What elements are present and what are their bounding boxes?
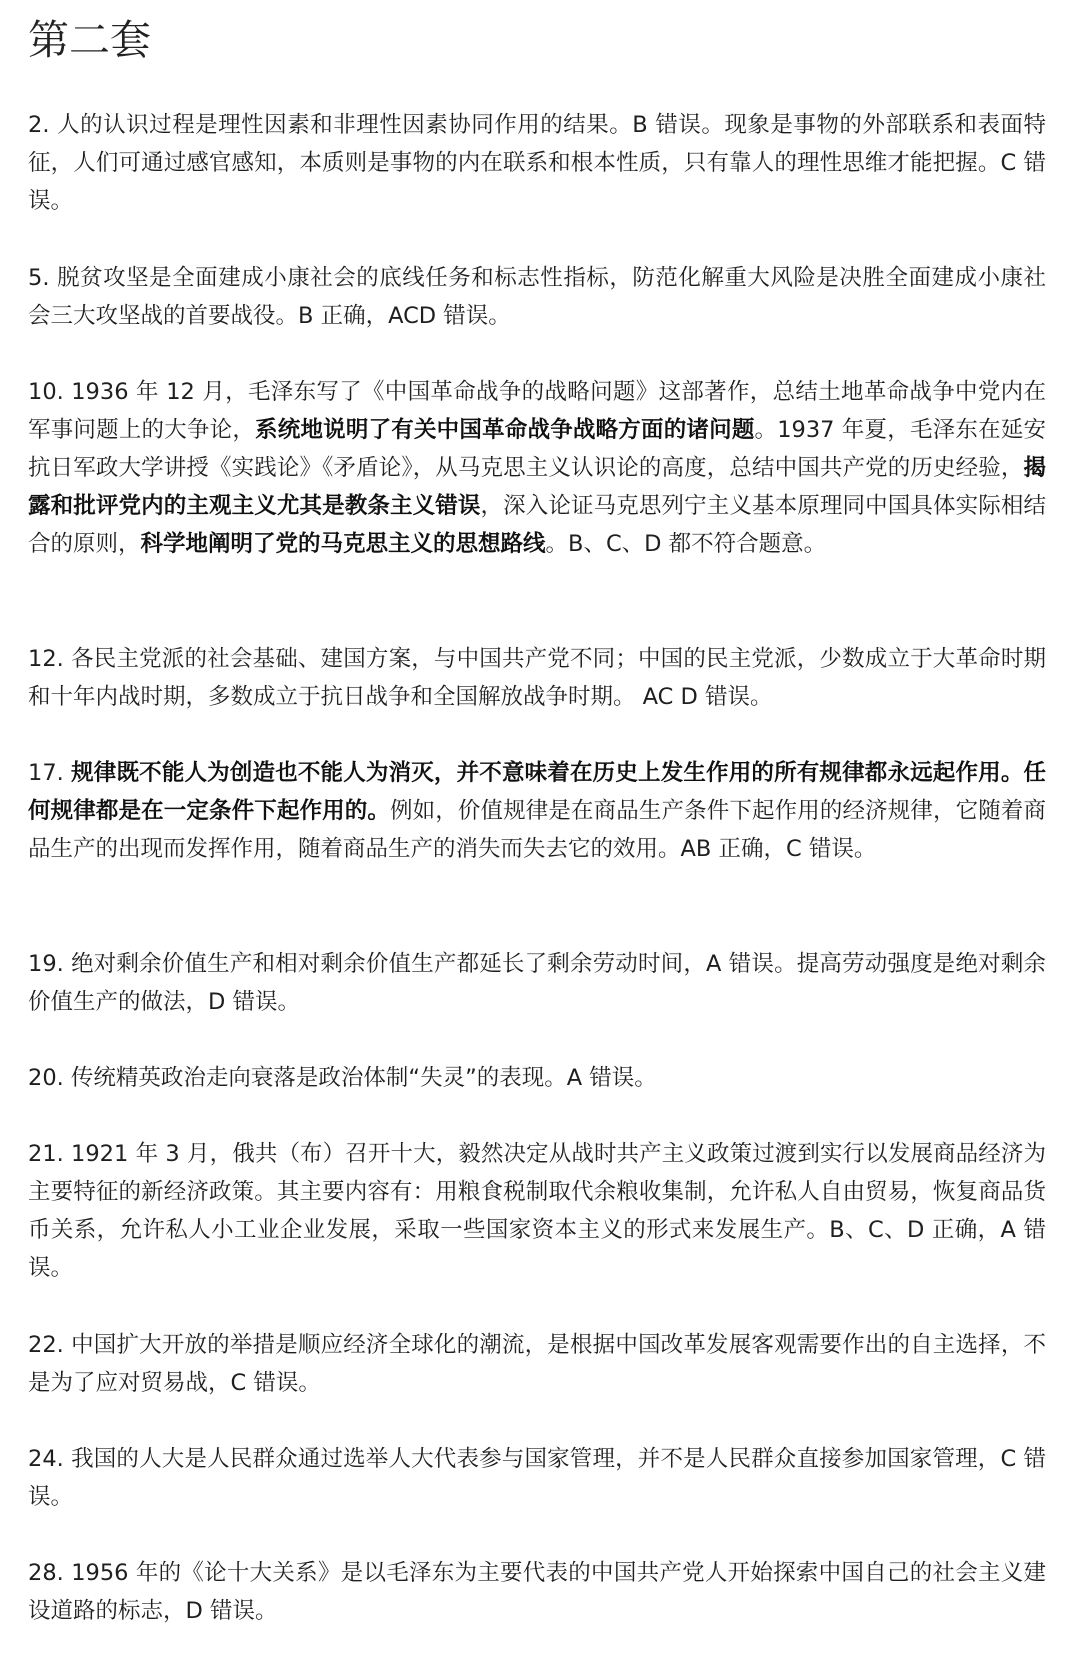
text-segment: 17. [28,760,72,786]
bold-text-segment: 科学地阐明了党的马克思主义的思想路线 [140,531,546,557]
answer-item-12 [28,640,1046,716]
document-page [28,0,1046,1624]
text-segment: 12. 各民主党派的社会基础、建国方案，与中国共产党不同；中国的民主党派，少数成立于大革命时期和十年内战时期，多数成立于抗日战争和全国解放战争时期。 AC D 错误。 [28,646,1046,710]
text-segment: 20. 传统精英政治走向衰落是政治体制“失灵”的表现。A 错误。 [28,1065,657,1091]
answer-item-24 [28,1440,1046,1516]
bold-text-segment: 规律既不能人为创造也不能人为消灭，并不意味着在历史上发生作用的所有规律都永远起作用。任何规律都是在一定条件下起作用的。 [28,760,1046,824]
answer-item-22 [28,1326,1046,1402]
bold-text-segment: 系统地说明了有关中国革命战争战略方面的诸问题 [255,417,755,443]
text-segment: 。1937 年夏，毛泽东在延安抗日军政大学讲授《实践论》《矛盾论》，从马克思主义认识论的高度，总结中国共产党的历史经验， [28,417,1046,481]
text-segment: 22. 中国扩大开放的举措是顺应经济全球化的潮流，是根据中国改革发展客观需要作出的自主选择，不是为了应对贸易战，C 错误。 [28,1332,1046,1396]
text-segment: 例如，价值规律是在商品生产条件下起作用的经济规律，它随着商品生产的出现而发挥作用，随着商品生产的消失而失去它的效用。AB 正确，C 错误。 [28,798,1046,862]
page-title: 第二套 [28,16,151,64]
answer-item-28 [28,1554,1046,1630]
answer-item-21 [28,1135,1046,1287]
answer-item-20 [28,1059,657,1097]
answer-item-19 [28,945,1046,1021]
answer-item-5 [28,259,1046,335]
answer-item-2 [28,106,1046,220]
text-segment: 2. 人的认识过程是理性因素和非理性因素协同作用的结果。B 错误。现象是事物的外部联系和表面特征，人们可通过感官感知，本质则是事物的内在联系和根本性质，只有靠人的理性思维才能把握。C 错误。 [28,112,1046,214]
answer-item-10 [28,373,1046,563]
answer-item-17 [28,754,1046,868]
text-segment: 28. 1956 年的《论十大关系》是以毛泽东为主要代表的中国共产党人开始探索中国自己的社会主义建设道路的标志，D 错误。 [28,1560,1046,1624]
text-segment: 。B、C、D 都不符合题意。 [545,531,827,557]
text-segment: 24. 我国的人大是人民群众通过选举人大代表参与国家管理，并不是人民群众直接参加国家管理，C 错误。 [28,1446,1046,1510]
text-segment: 10. 1936 年 12 月，毛泽东写了《中国革命战争的战略问题》这部著作，总结土地革命战争中党内在军事问题上的大争论， [28,379,1046,443]
bold-text-segment: 揭露和批评党内的主观主义尤其是教条主义错误 [28,455,1046,519]
text-segment: 21. 1921 年 3 月，俄共（布）召开十大，毅然决定从战时共产主义政策过渡到实行以发展商品经济为主要特征的新经济政策。其主要内容有：用粮食税制取代余粮收集制，允许私人自由贸易，恢复商品货币关系，允许私人小工业企业发展，采取一些国家资本主义的形式来发展生产。B、C、D 正确，A 错误。 [28,1141,1046,1281]
text-segment: 5. 脱贫攻坚是全面建成小康社会的底线任务和标志性指标，防范化解重大风险是决胜全面建成小康社会三大攻坚战的首要战役。B 正确，ACD 错误。 [28,265,1046,329]
text-segment: 19. 绝对剩余价值生产和相对剩余价值生产都延长了剩余劳动时间，A 错误。提高劳动强度是绝对剩余价值生产的做法，D 错误。 [28,951,1046,1015]
text-segment: ，深入论证马克思列宁主义基本原理同中国具体实际相结合的原则， [28,493,1046,557]
